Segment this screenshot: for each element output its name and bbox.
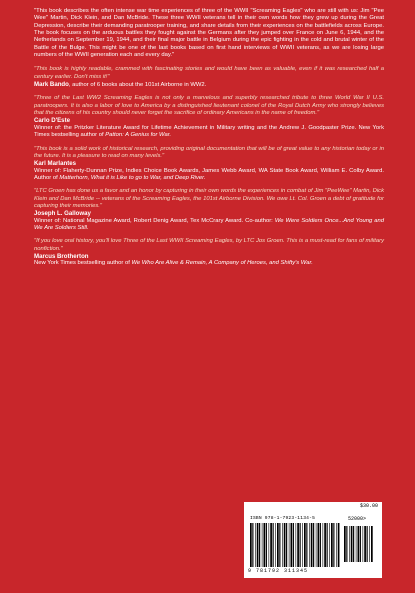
barcode-bar <box>329 523 330 567</box>
barcode-bar <box>291 523 293 567</box>
isbn-barcode <box>244 502 382 578</box>
barcode-bar <box>363 526 364 562</box>
review-marlantes <box>34 146 384 183</box>
barcode-bar <box>262 523 263 567</box>
back-cover-text <box>34 8 384 274</box>
barcode-bar <box>277 523 279 567</box>
credential-text: New York Times bestselling author of <box>34 260 132 267</box>
reviewer-credential <box>34 218 384 233</box>
barcode-bar <box>351 526 353 562</box>
barcode-bar <box>259 523 260 567</box>
reviewer-credential <box>34 125 384 140</box>
barcode-bar <box>356 526 357 562</box>
reviewer-name: Marcus Brotherton <box>34 252 89 260</box>
barcode-bar <box>364 526 366 562</box>
barcode-bars <box>250 523 342 567</box>
addon-bars <box>344 526 374 562</box>
barcode-bar <box>346 526 347 562</box>
price-text: $30.00 <box>359 503 378 509</box>
barcode-bar <box>311 523 313 567</box>
barcode-bar <box>353 526 354 562</box>
barcode-bar <box>269 523 270 567</box>
review-quote: "LTC Groen has done us a favor and an honor by capturing in their own words the experiences in combat of Jim "PeeWee" Martin, Dick Klein and Dan McBride -- veterans of the Screaming Eagles, the 101st Airborne Division. We owe Lt. Col. Groen a debt of gratitude for capturing their memories." <box>34 188 384 209</box>
barcode-bar <box>255 523 256 567</box>
barcode-bar <box>324 523 326 567</box>
isbn-text: ISBN 978-1-7923-1134-5 <box>250 516 316 521</box>
credential-text: Winner of: the Pritzker Literature Award for Lifetime Achievement in Military writing and the Andrew J. Goodpaster Prize. New York Times bestselling author of <box>34 124 384 139</box>
barcode-bar <box>289 523 290 567</box>
barcode-bar <box>284 523 286 567</box>
barcode-bar <box>297 523 299 567</box>
review-brotherton <box>34 238 384 267</box>
book-titles: We Who Are Alive & Remain, A Company of Heroes, and Shifty's War. <box>131 260 313 267</box>
barcode-bar <box>286 523 287 567</box>
review-bando <box>34 66 384 89</box>
barcode-bar <box>306 523 307 567</box>
barcode-bar <box>300 523 301 567</box>
barcode-bar <box>331 523 333 567</box>
credential-text: Winner of: National Magazine Award, Robert Denig Award, Tex McCrary Award. Co-author: <box>34 217 275 224</box>
barcode-bar <box>323 523 324 567</box>
barcode-bar <box>257 523 259 567</box>
barcode-bar <box>371 526 373 562</box>
review-credit <box>34 81 384 89</box>
price-label <box>360 504 378 510</box>
reviewer-credential <box>34 260 384 267</box>
review-quote: "This book is highly readable, crammed with fascinating stories and would have been as valuable, even if it was researched half a century earlier. Don't miss it!" <box>34 66 384 80</box>
credential-text: Winner of: Flaherty-Dunnan Prize, Indies Choice Book Awards, James Webb Award, WA State Book Award, William E. Colby Award. Author of <box>34 167 384 181</box>
barcode-bar <box>266 523 267 567</box>
barcode-bar <box>264 523 266 567</box>
book-description: "This book describes the often intense war time experiences of three of the WWII "Screaming Eagles" who are still with us: Jim "Pee Wee" Martin, Dick Klein, and Dan McBride. These three WWII veterans tell in their own words how they grew up during the Great Depression, describe their demanding paratrooper training, and share details from their experiences on the battlefields across Europe. The book focuses on the arduous battles they fought against the Germans after they jumped over France on June 6, 1944, and the Netherlands on September 19, 1944, and their final major battle in Belgium during the epic fighting in the cold and brutal winter of the Battle of the Bulge. This might be one of the last books based on first hand interviews of WWII veterans, as we are losing large numbers of the WWII generation each and every day." <box>34 8 384 59</box>
barcode-bar <box>338 523 340 567</box>
reviewer-credential: , author of 6 books about the 101st Airborne in WW2. <box>68 82 207 89</box>
barcode-bar <box>360 526 361 562</box>
barcode-bar <box>293 523 294 567</box>
review-deste <box>34 95 384 139</box>
barcode-bar <box>304 523 306 567</box>
barcode-digits: 9 781792 311345 <box>248 568 309 574</box>
barcode-bar <box>282 523 283 567</box>
reviewer-name: Carlo D'Este <box>34 117 70 125</box>
review-quote: "If you love oral history, you'll love Three of the Last WWII Screaming Eagles, by LTC Jos Groen. This is a must-read for fans of military nonfiction." <box>34 238 384 252</box>
book-titles: Patton: A Genius for War. <box>105 132 172 139</box>
reviewer-name: Mark Bando <box>34 81 69 89</box>
barcode-bar <box>250 523 252 567</box>
barcode-bar <box>309 523 310 567</box>
reviewer-name: Karl Marlantes <box>34 160 76 168</box>
barcode-bar <box>275 523 276 567</box>
barcode-bar <box>349 526 350 562</box>
barcode-bar <box>327 523 328 567</box>
barcode-bar <box>296 523 297 567</box>
barcode-bar <box>316 523 317 567</box>
reviewer-name: Joseph L. Galloway <box>34 210 91 218</box>
barcode-bar <box>369 526 370 562</box>
book-titles: Matterhorn, What it is Like to go to War, and Deep River. <box>59 174 206 181</box>
barcode-bar <box>336 523 337 567</box>
barcode-bar <box>367 526 368 562</box>
book-titles: We Were Soldiers Once...And Young and We Are Soldiers Still. <box>34 217 385 231</box>
barcode-bar <box>252 523 253 567</box>
barcode-bar <box>279 523 280 567</box>
barcode-bar <box>344 526 346 562</box>
barcode-bar <box>273 523 274 567</box>
addon-code: 52000> <box>348 516 367 522</box>
barcode-bar <box>358 526 360 562</box>
review-galloway <box>34 188 384 232</box>
reviewer-credential <box>34 168 384 183</box>
review-quote: "This book is a solid work of historical research, providing original documentation that will be of great value to any historian today or in the future. It is a pleasure to read on many levels." <box>34 145 384 159</box>
barcode-bar <box>333 523 334 567</box>
review-quote: "Three of the Last WW2 Screaming Eagles is not only a marvelous and superbly researched tribute to three World War II U.S. paratroopers. It is also a labor of love to America by a distinguished lieutenant colonel of the Royal Dutch Army who strongly believes that the citizens of his country should never forget the sacrifice of ordinary Americans in the name of freedom." <box>34 95 384 117</box>
barcode-bar <box>302 523 303 567</box>
barcode-bar <box>320 523 321 567</box>
barcode-bar <box>318 523 320 567</box>
barcode-bar <box>313 523 314 567</box>
barcode-bar <box>270 523 272 567</box>
